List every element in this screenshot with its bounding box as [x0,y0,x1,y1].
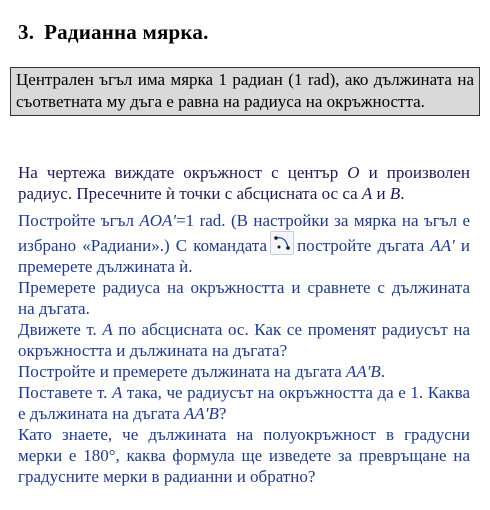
task-text: Като знаете, че дължината на полуокръжност в градусни мерки е 180°, каква формула ще изведете за превръщане на градусните мерки в радианни и обратно? [18,425,470,486]
arc-label: AA'B [346,362,381,381]
task-text: и премерете дължината ѝ. [18,236,470,276]
point-a: A [111,383,123,402]
definition-box [10,67,480,116]
task-text: Постройте и премерете дължината на дъгата [18,362,347,381]
intro-paragraph [18,162,470,204]
section-number: 3. [18,20,35,44]
arc-tool-icon[interactable] [270,231,294,255]
angle-label: AOA' [139,211,177,230]
intro-text: и [372,184,390,203]
task-text: постройте дъгата [297,236,431,255]
tasks-paragraph [18,210,470,487]
section-title: Радианна мярка. [44,20,209,44]
task-text: ? [218,404,227,423]
point-o: O [347,163,360,182]
task-move-point [18,319,470,361]
task-text: . [380,362,386,381]
task-text: Движете т. [18,320,103,339]
task-measure-arc [18,361,470,382]
task-unit-radius [18,382,470,424]
point-a: A [102,320,113,339]
arc-label: AA'B [184,404,219,423]
intro-text: На чертежа виждате окръжност с център [18,163,348,182]
task-text: Премерете радиуса на окръжността и сравнете с дължината на дъгата. [18,278,470,318]
task-measure-radius [18,277,470,319]
task-conversion-formula [18,424,470,487]
intro-text: . [400,184,405,203]
task-text: =1 rad. (В настройки за мярка на ъгъл е избрано «Радиани».) С командата [18,211,470,255]
arc-label: AA' [430,236,455,255]
section-heading [18,20,209,45]
point-b: B [389,184,401,203]
point-a: A [361,184,373,203]
task-text: така, че радиусът на окръжността да е 1. Каква е дължината на дъгата [18,383,470,423]
intro-text: и произволен радиус. Пресечните ѝ точки с абсцисната ос са [18,163,471,203]
task-construct-angle [18,210,470,277]
task-text: Постройте ъгъл [18,211,140,230]
task-text: по абсцисната ос. Как се променят радиусът на окръжността и дължината на дъгата? [18,320,470,360]
task-text: Поставете т. [18,383,112,402]
definition-text: Централен ъгъл има мярка 1 радиан (1 rad), ако дължината на съответната му дъга е равна на радиуса на окръжността. [16,70,474,111]
